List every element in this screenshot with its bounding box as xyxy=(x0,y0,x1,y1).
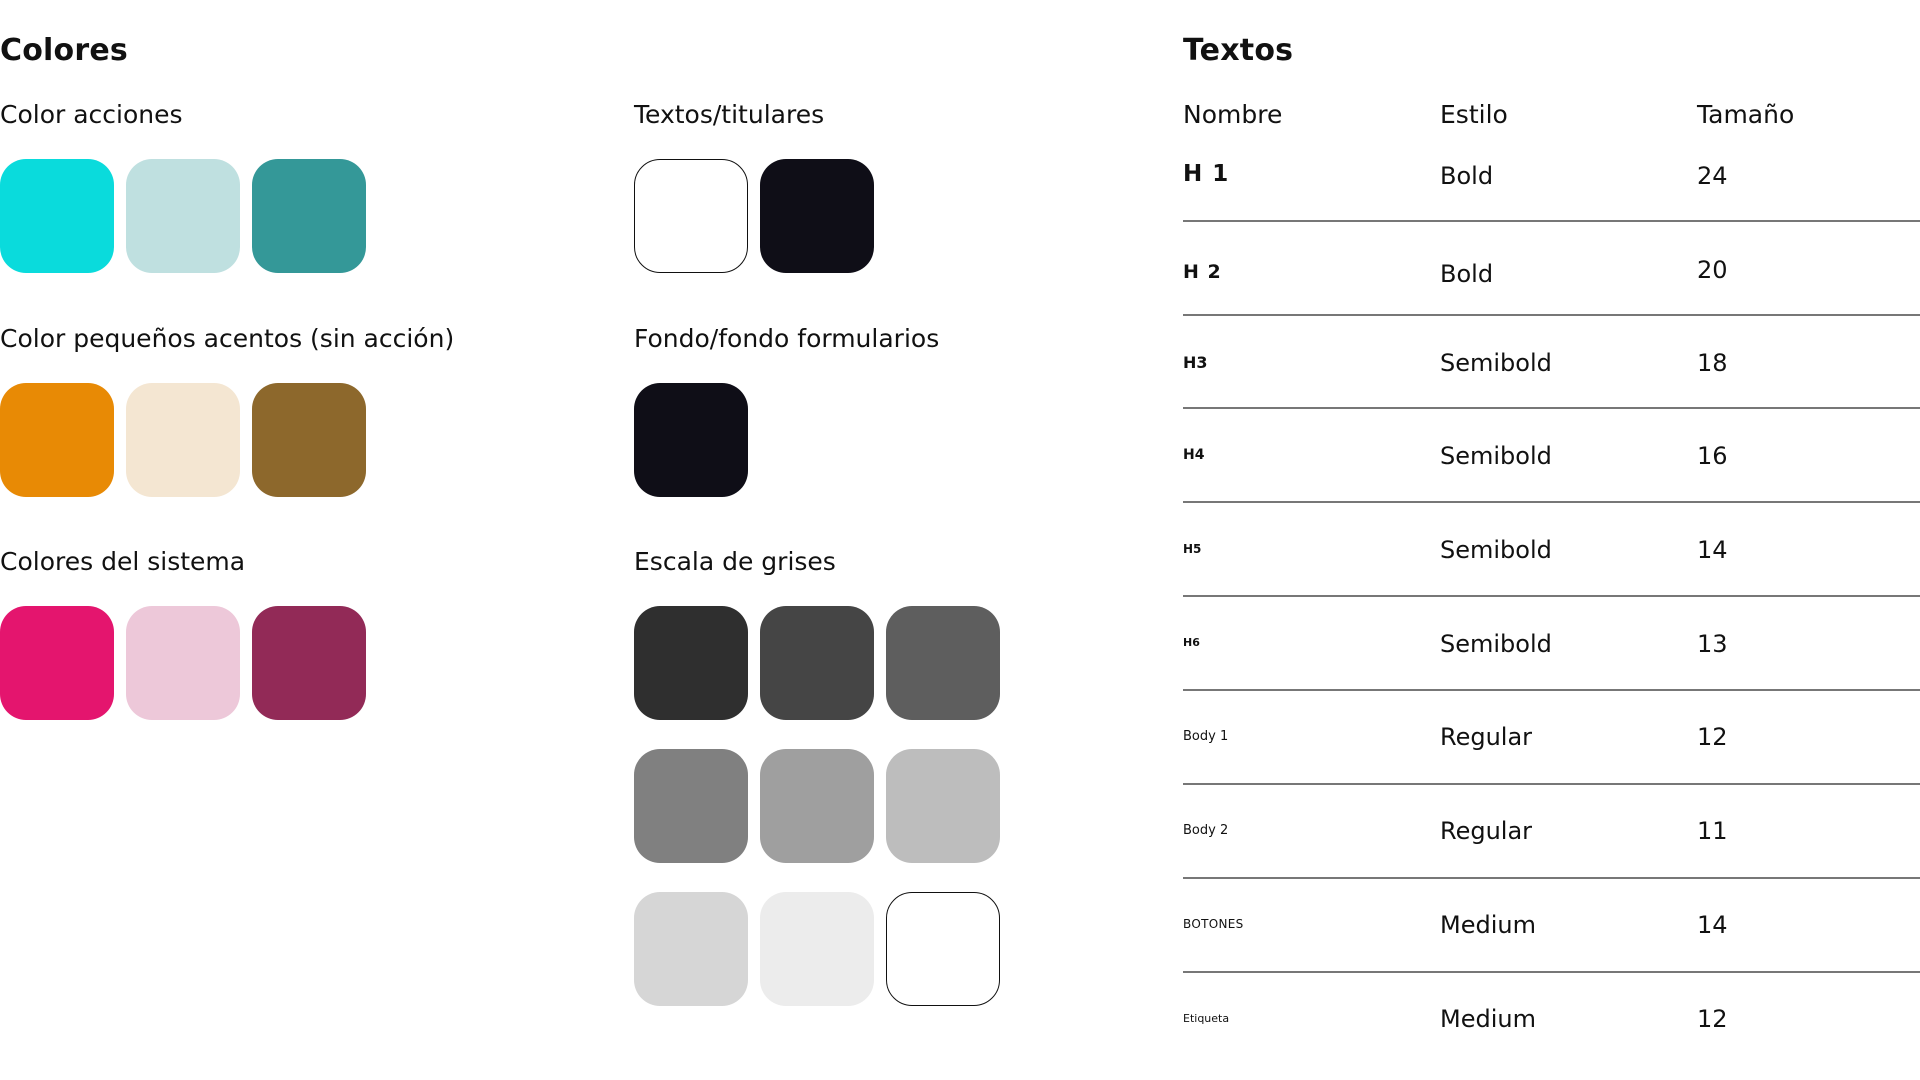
row-nombre: Body 2 xyxy=(1183,823,1229,838)
row-tamano: 20 xyxy=(1697,256,1728,284)
swatch-fondo-1 xyxy=(634,383,748,497)
textos-title: Textos xyxy=(1183,33,1294,68)
row-divider xyxy=(1183,501,1920,503)
swatch-texto-1 xyxy=(634,159,748,273)
row-estilo: Semibold xyxy=(1440,442,1552,470)
group-label-textos-titulares: Textos/titulares xyxy=(634,100,825,129)
swatch-accion-2 xyxy=(126,159,240,273)
row-estilo: Bold xyxy=(1440,260,1494,288)
swatch-gris-6 xyxy=(886,749,1000,863)
row-divider xyxy=(1183,877,1920,879)
row-tamano: 12 xyxy=(1697,1005,1728,1033)
row-estilo: Medium xyxy=(1440,1005,1536,1033)
colores-title: Colores xyxy=(0,33,128,68)
row-divider xyxy=(1183,595,1920,597)
swatch-gris-7 xyxy=(634,892,748,1006)
row-estilo: Bold xyxy=(1440,162,1494,190)
row-tamano: 14 xyxy=(1697,536,1728,564)
row-estilo: Medium xyxy=(1440,911,1536,939)
swatch-gris-1 xyxy=(634,606,748,720)
swatch-gris-5 xyxy=(760,749,874,863)
swatch-acento-1 xyxy=(0,383,114,497)
row-nombre: H 1 xyxy=(1183,161,1230,187)
row-tamano: 13 xyxy=(1697,630,1728,658)
swatch-sistema-2 xyxy=(126,606,240,720)
row-divider xyxy=(1183,689,1920,691)
row-estilo: Semibold xyxy=(1440,536,1552,564)
group-label-color-acciones: Color acciones xyxy=(0,100,183,129)
column-header-tamano: Tamaño xyxy=(1697,100,1795,129)
group-label-acentos: Color pequeños acentos (sin acción) xyxy=(0,324,455,353)
row-nombre: H4 xyxy=(1183,447,1205,463)
row-tamano: 12 xyxy=(1697,723,1728,751)
swatch-acento-3 xyxy=(252,383,366,497)
row-nombre: H3 xyxy=(1183,353,1208,372)
row-estilo: Semibold xyxy=(1440,349,1552,377)
row-tamano: 18 xyxy=(1697,349,1728,377)
swatch-gris-9 xyxy=(886,892,1000,1006)
row-nombre: BOTONES xyxy=(1183,917,1244,931)
swatch-sistema-3 xyxy=(252,606,366,720)
swatch-accion-3 xyxy=(252,159,366,273)
row-nombre: Etiqueta xyxy=(1183,1012,1230,1025)
group-label-fondo: Fondo/fondo formularios xyxy=(634,324,940,353)
swatch-gris-4 xyxy=(634,749,748,863)
row-nombre: H5 xyxy=(1183,542,1202,556)
swatch-acento-2 xyxy=(126,383,240,497)
swatch-gris-8 xyxy=(760,892,874,1006)
row-tamano: 24 xyxy=(1697,162,1728,190)
swatch-texto-2 xyxy=(760,159,874,273)
row-divider xyxy=(1183,407,1920,409)
row-tamano: 11 xyxy=(1697,817,1728,845)
column-header-nombre: Nombre xyxy=(1183,100,1283,129)
row-estilo: Regular xyxy=(1440,817,1533,845)
row-estilo: Regular xyxy=(1440,723,1533,751)
group-label-grises: Escala de grises xyxy=(634,547,836,576)
row-tamano: 14 xyxy=(1697,911,1728,939)
row-divider xyxy=(1183,783,1920,785)
column-header-estilo: Estilo xyxy=(1440,100,1508,129)
row-divider xyxy=(1183,220,1920,222)
swatch-sistema-1 xyxy=(0,606,114,720)
row-estilo: Semibold xyxy=(1440,630,1552,658)
row-divider xyxy=(1183,314,1920,316)
row-nombre: Body 1 xyxy=(1183,729,1229,744)
swatch-gris-3 xyxy=(886,606,1000,720)
group-label-sistema: Colores del sistema xyxy=(0,547,246,576)
row-tamano: 16 xyxy=(1697,442,1728,470)
row-divider xyxy=(1183,971,1920,973)
swatch-accion-1 xyxy=(0,159,114,273)
row-nombre: H6 xyxy=(1183,636,1200,649)
row-nombre: H 2 xyxy=(1183,261,1222,283)
swatch-gris-2 xyxy=(760,606,874,720)
